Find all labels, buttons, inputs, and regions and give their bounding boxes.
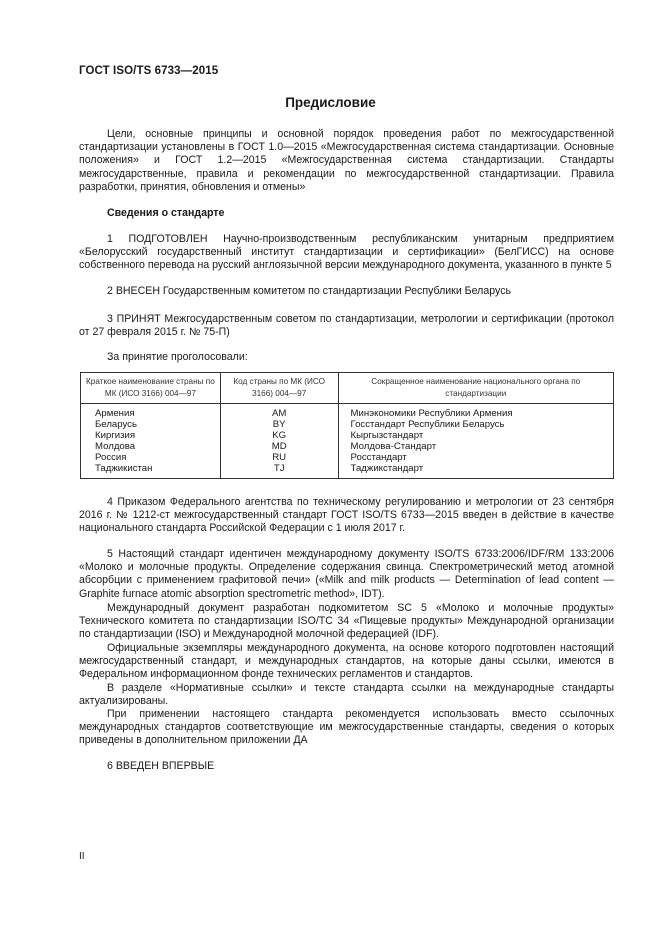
document-header: ГОСТ ISO/TS 6733—2015 — [79, 65, 219, 77]
country-code: KG — [220, 430, 338, 441]
section-heading: Сведения о стандарте — [107, 207, 225, 219]
country-code: RU — [220, 452, 338, 463]
national-body: Росстандарт — [338, 452, 613, 463]
table-row — [81, 419, 614, 430]
table-row — [81, 463, 614, 479]
national-body: Госстандарт Республики Беларусь — [338, 419, 613, 430]
country-name: Киргизия — [81, 430, 221, 441]
table-row — [81, 441, 614, 452]
table-row — [81, 430, 614, 441]
page-title: Предисловие — [285, 95, 376, 110]
header-national-body: Сокращенное наименование национального органа по стандартизации — [338, 373, 613, 404]
item-6-paragraph: 6 ВВЕДЕН ВПЕРВЫЕ — [107, 760, 215, 772]
item-5-references-paragraph: В разделе «Нормативные ссылки» и тексте стандарта ссылки на международные стандарты актуализированы. — [79, 682, 614, 708]
table-row — [81, 404, 614, 420]
item-5-paragraph: 5 Настоящий стандарт идентичен международному документу ISO/TS 6733:2006/IDF/RM 133:2006 «Молоко и молочные продукты. Определение содержания свинца. Спектрометрический метод атомной абсорбции с применением графитовой печи» («Milk and milk products — Determination of lead content — Graphite furnace atomic absorption spectrometric method», IDT). — [79, 548, 614, 600]
country-code: AM — [220, 404, 338, 420]
item-3-paragraph: 3 ПРИНЯТ Межгосударственным советом по стандартизации, метрологии и сертификации (протокол от 27 февраля 2015 г. № 75-П) — [79, 313, 614, 339]
national-body: Минэкономики Республики Армения — [338, 404, 613, 420]
country-name: Молдова — [81, 441, 221, 452]
national-body: Кыргызстандарт — [338, 430, 613, 441]
item-5-developer-paragraph: Международный документ разработан подкомитетом SC 5 «Молоко и молочные продукты» Технического комитета по стандартизации ISO/TC 34 «Пищевые продукты» Международной организации по стандартизации (ISO) и Международной молочной федерацией (IDF). — [79, 602, 614, 641]
vote-table-header-row — [81, 373, 614, 404]
item-5-copies-paragraph: Официальные экземпляры международного документа, на основе которого подготовлен настоящий межгосударственный стандарт, и международных стандартов, на которые даны ссылки, имеются в Федеральном информационном фонде технических регламентов и стандартов. — [79, 642, 614, 681]
country-code: TJ — [220, 463, 338, 479]
national-body: Таджикстандарт — [338, 463, 613, 479]
country-name: Армения — [81, 404, 221, 420]
country-name: Россия — [81, 452, 221, 463]
vote-table — [80, 372, 614, 479]
item-4-paragraph: 4 Приказом Федерального агентства по техническому регулированию и метрологии от 23 сентября 2016 г. № 1212-ст межгосударственный стандарт ГОСТ ISO/TS 6733—2015 введен в действие в качестве национального стандарта Российской Федерации с 1 июля 2017 г. — [79, 496, 614, 535]
intro-paragraph: Цели, основные принципы и основной порядок проведения работ по межгосударственной стандартизации установлены в ГОСТ 1.0—2015 «Межгосударственная система стандартизации. Основные положения» и ГОСТ 1.2—2015 «Межгосударственная система стандартизации. Стандарты межгосударственные, правила и рекомендации по межгосударственной стандартизации. Правила разработки, принятия, обновления и отмены» — [79, 128, 614, 193]
item-2-paragraph: 2 ВНЕСЕН Государственным комитетом по стандартизации Республики Беларусь — [107, 285, 512, 297]
table-row — [81, 452, 614, 463]
country-code: BY — [220, 419, 338, 430]
header-country-code: Код страны по МК (ИСО 3166) 004—97 — [220, 373, 338, 404]
item-5-application-paragraph: При применении настоящего стандарта рекомендуется использовать вместо ссылочных международных стандартов соответствующие им межгосударственные стандарты, сведения о которых приведены в дополнительном приложении ДА — [79, 708, 614, 747]
item-1-paragraph: 1 ПОДГОТОВЛЕН Научно-производственным республиканским унитарным предприятием «Белорусский государственный институт стандартизации и сертификации» (БелГИСС) на основе собственного перевода на русский англоязычной версии международного документа, указанного в пункте 5 — [79, 233, 614, 272]
vote-intro: За принятие проголосовали: — [107, 351, 248, 363]
country-name: Беларусь — [81, 419, 221, 430]
country-code: MD — [220, 441, 338, 452]
national-body: Молдова-Стандарт — [338, 441, 613, 452]
page-number: II — [79, 851, 85, 862]
country-name: Таджикистан — [81, 463, 221, 479]
header-country-name: Краткое наименование страны по МК (ИСО 3166) 004—97 — [81, 373, 221, 404]
